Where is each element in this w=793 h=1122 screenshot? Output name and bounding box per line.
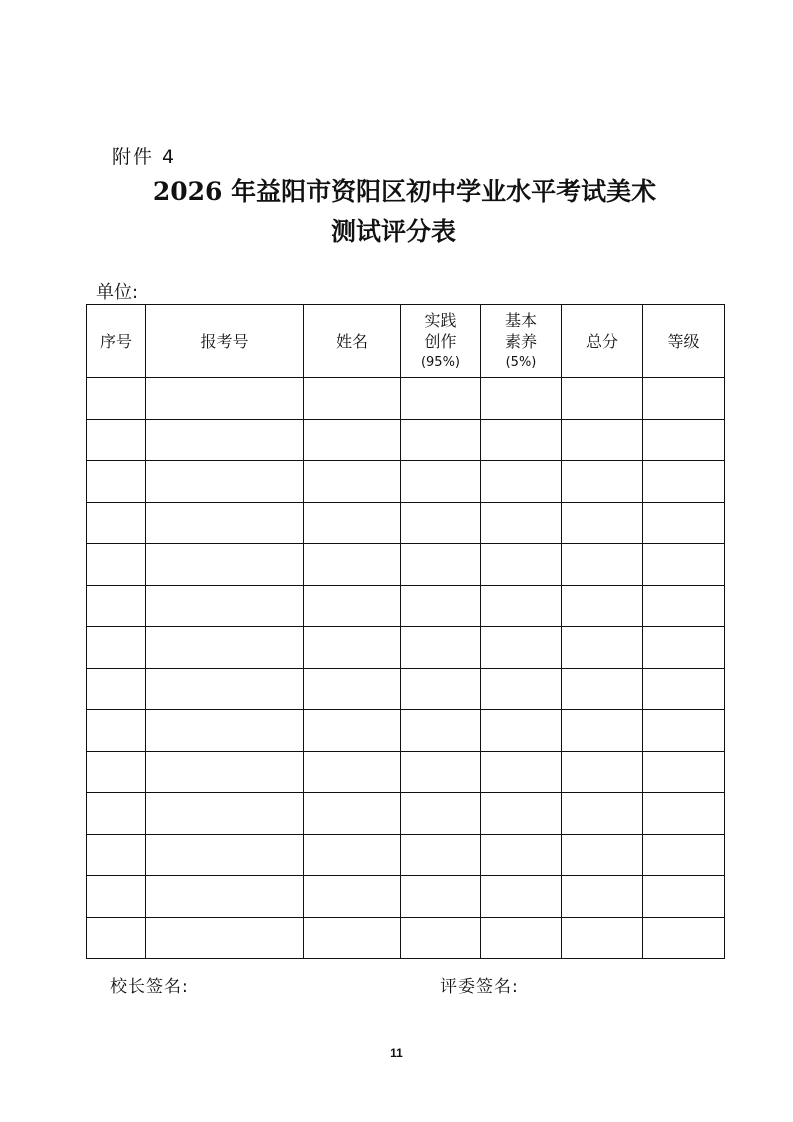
table-cell [401, 917, 481, 959]
table-row [87, 917, 725, 959]
table-row [87, 544, 725, 586]
table-cell [481, 710, 562, 752]
table-cell [562, 544, 643, 586]
table-cell [401, 627, 481, 669]
header-name: 姓名 [304, 305, 401, 378]
table-cell [304, 917, 401, 959]
table-cell [146, 793, 304, 835]
table-cell [481, 668, 562, 710]
header-basic: 基本 素养 (5%) [481, 305, 562, 378]
table-cell [562, 668, 643, 710]
table-cell [87, 378, 146, 420]
table-cell [643, 834, 725, 876]
table-cell [643, 917, 725, 959]
table-row [87, 834, 725, 876]
table-cell [481, 793, 562, 835]
principal-signature-label: 校长签名: [110, 977, 189, 997]
table-cell [87, 419, 146, 461]
document-subtitle: 测试评分表 [330, 217, 456, 246]
table-cell [304, 378, 401, 420]
table-cell [562, 917, 643, 959]
table-cell [304, 876, 401, 918]
table-cell [401, 419, 481, 461]
table-cell [481, 876, 562, 918]
table-cell [146, 585, 304, 627]
table-cell [562, 834, 643, 876]
table-row [87, 502, 725, 544]
table-cell [87, 834, 146, 876]
table-cell [401, 834, 481, 876]
table-cell [481, 461, 562, 503]
header-exam-no: 报考号 [146, 305, 304, 378]
header-seq: 序号 [87, 305, 146, 378]
table-header-row [87, 305, 725, 378]
table-cell [304, 502, 401, 544]
table-cell [643, 461, 725, 503]
table-cell [562, 876, 643, 918]
table-cell [87, 585, 146, 627]
table-cell [481, 378, 562, 420]
table-cell [562, 419, 643, 461]
table-cell [643, 793, 725, 835]
table-cell [562, 710, 643, 752]
table-cell [481, 419, 562, 461]
table-cell [146, 876, 304, 918]
table-cell [401, 378, 481, 420]
table-row [87, 668, 725, 710]
table-cell [146, 627, 304, 669]
table-cell [643, 544, 725, 586]
score-table [86, 304, 725, 959]
table-row [87, 710, 725, 752]
table-cell [304, 544, 401, 586]
document-title: 2026 年益阳市资阳区初中学业水平考试美术 [152, 177, 657, 206]
header-practice: 实践 创作 (95%) [401, 305, 481, 378]
table-cell [643, 876, 725, 918]
table-cell [304, 627, 401, 669]
table-cell [401, 793, 481, 835]
table-row [87, 751, 725, 793]
table-cell [481, 627, 562, 669]
attachment-label: 附件 4 [112, 146, 177, 168]
table-cell [481, 585, 562, 627]
table-cell [87, 751, 146, 793]
table-cell [87, 502, 146, 544]
table-cell [562, 627, 643, 669]
table-cell [146, 544, 304, 586]
table-cell [643, 378, 725, 420]
table-cell [481, 544, 562, 586]
table-cell [304, 710, 401, 752]
table-cell [643, 419, 725, 461]
table-cell [87, 876, 146, 918]
table-cell [401, 710, 481, 752]
judge-signature-label: 评委签名: [440, 977, 519, 997]
table-cell [304, 419, 401, 461]
table-row [87, 793, 725, 835]
table-cell [562, 461, 643, 503]
table-row [87, 378, 725, 420]
table-cell [87, 793, 146, 835]
table-cell [87, 668, 146, 710]
table-body [87, 378, 725, 959]
table-cell [643, 502, 725, 544]
table-cell [562, 585, 643, 627]
table-cell [304, 793, 401, 835]
table-cell [304, 668, 401, 710]
unit-label: 单位: [96, 282, 139, 303]
table-cell [562, 751, 643, 793]
table-cell [643, 585, 725, 627]
table-cell [304, 461, 401, 503]
table-cell [146, 419, 304, 461]
table-cell [146, 710, 304, 752]
table-cell [481, 502, 562, 544]
table-cell [87, 917, 146, 959]
table-row [87, 876, 725, 918]
table-cell [401, 668, 481, 710]
table-cell [146, 378, 304, 420]
table-cell [481, 751, 562, 793]
table-cell [87, 544, 146, 586]
header-grade: 等级 [643, 305, 725, 378]
table-cell [146, 751, 304, 793]
header-total: 总分 [562, 305, 643, 378]
table-cell [146, 461, 304, 503]
table-cell [401, 751, 481, 793]
table-cell [643, 627, 725, 669]
table-cell [401, 544, 481, 586]
table-cell [87, 710, 146, 752]
table-cell [146, 668, 304, 710]
page-number: 11 [390, 1046, 403, 1060]
table-cell [401, 461, 481, 503]
table-cell [304, 751, 401, 793]
table-cell [87, 627, 146, 669]
table-row [87, 585, 725, 627]
table-cell [146, 917, 304, 959]
table-row [87, 419, 725, 461]
table-cell [643, 751, 725, 793]
table-cell [146, 834, 304, 876]
table-cell [481, 917, 562, 959]
table-cell [643, 668, 725, 710]
table-cell [401, 876, 481, 918]
table-cell [146, 502, 304, 544]
table-cell [304, 834, 401, 876]
table-cell [562, 378, 643, 420]
table-row [87, 461, 725, 503]
table-cell [562, 793, 643, 835]
table-cell [87, 461, 146, 503]
table-row [87, 627, 725, 669]
table-cell [643, 710, 725, 752]
table-cell [481, 834, 562, 876]
table-cell [304, 585, 401, 627]
table-cell [562, 502, 643, 544]
table-cell [401, 502, 481, 544]
table-cell [401, 585, 481, 627]
